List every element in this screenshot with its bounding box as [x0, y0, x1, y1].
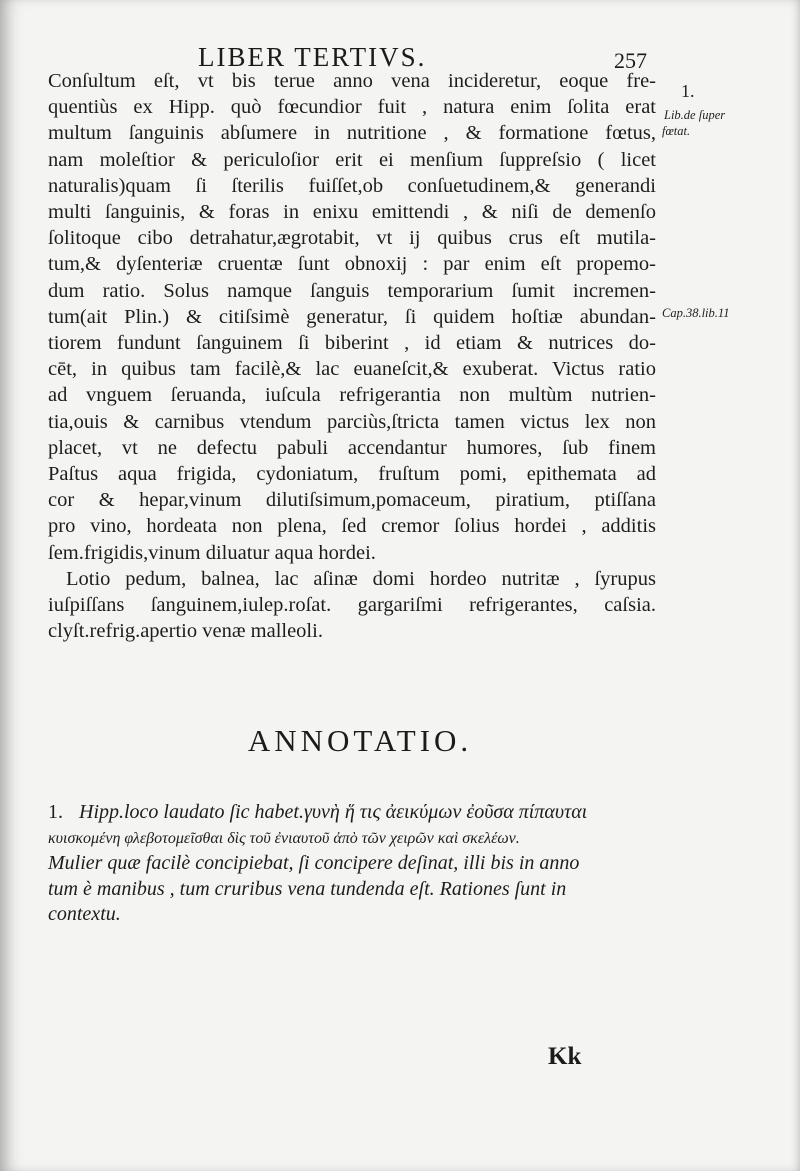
text-line: iuſpiſſans ſanguinem,iulep.roſat. gargariſmi refrigerantes, caſsia.	[48, 594, 656, 617]
text-line: cor & hepar,vinum dilutiſsimum,pomaceum, piratium, ptiſſana	[48, 489, 656, 512]
catchword: Kk	[548, 1043, 582, 1070]
text-line: tum(ait Plin.) & citiſsimè generatur, ſi quidem hoſtiæ abundan-	[48, 305, 656, 328]
text-line: dum ratio. Solus namque ſanguis temporarium ſumit incremen-	[48, 279, 656, 302]
text-line: Paſtus aqua frigida, cydoniatum, fruſtum pomi, epithemata ad	[48, 463, 656, 486]
margin-note-chapter: Cap.38.lib.11	[662, 306, 730, 320]
paragraph-1	[48, 68, 656, 566]
text-line: ſem.frigidis,vinum diluatur aqua hordei.	[48, 541, 376, 564]
margin-note-number: 1.	[681, 81, 695, 101]
text-line: clyſt.refrig.apertio venæ malleoli.	[48, 620, 323, 643]
main-text	[48, 68, 656, 644]
text-line: tiorem fundunt ſanguinem ſi biberint , id etiam & nutrices do-	[48, 332, 656, 355]
text-line: ſolitoque cibo detrahatur,ægrotabit, vt ij quibus crus eſt mutila-	[48, 227, 656, 250]
annotation-number: 1.	[48, 801, 63, 823]
text-line: tia,ouis & carnibus vtendum parciùs,ſtricta tamen victus lex non	[48, 410, 656, 433]
annotation-text: Hipp.loco laudato ſic habet.γυνὴ ἥ τις ἀεικύμων ἐοῦσα πίπαυται	[79, 801, 588, 823]
running-title: LIBER TERTIVS.	[198, 42, 427, 72]
page-number: 257	[614, 48, 647, 73]
annotation-line: tum è manibus , tum cruribus vena tundenda eſt. Rationes ſunt in	[48, 877, 567, 900]
text-line: Lotio pedum, balnea, lac aſinæ domi hordeo nutritæ , ſyrupus	[66, 567, 656, 590]
text-line: placet, vt ne defectu pabuli accendantur humores, ſub finem	[48, 436, 656, 459]
annotation-line: contextu.	[48, 903, 121, 926]
text-line: nam moleſtior & periculoſior erit ei menſium ſuppreſsio ( licet	[48, 148, 656, 171]
annotation-block	[48, 800, 658, 928]
margin-note-reference: Lib.de ſuper	[664, 108, 726, 122]
text-line: multum ſanguinis abſumere in nutritione , & formatione fœtus,	[48, 122, 656, 145]
text-line: quentiùs ex Hipp. quò fœcundior fuit , natura enim ſolita erat	[48, 96, 656, 119]
text-line: multi ſanguinis, & foras in enixu emittendi , & niſi de demenſo	[48, 201, 656, 224]
text-line: tum,& dyſenteriæ cruentæ ſunt obnoxij : par enim eſt propemo-	[48, 253, 656, 276]
text-line: cēt, in quibus tam facilè,& lac euaneſcit,& exuberat. Victus ratio	[48, 358, 656, 381]
text-line: ad vnguem ſeruanda, iuſcula refrigerantia non multùm nutrien-	[48, 384, 656, 407]
margin-note-reference-cont: fœtat.	[662, 124, 691, 138]
paragraph-2	[48, 566, 656, 645]
text-line: naturalis)quam ſi ſterilis fuiſſet,ob conſuetudinem,& generandi	[48, 174, 656, 197]
annotation-line: κυισκομένη φλεβοτομεῖσθαι δὶς τοῦ ἐνιαυτοῦ ἀπὸ τῶν χειρῶν καὶ σκελέων.	[48, 829, 520, 847]
annotation-heading: ANNOTATIO.	[247, 723, 473, 758]
annotation-line	[48, 800, 658, 826]
annotation-line: Mulier quæ facilè concipiebat, ſi concipere deſinat, illi bis in anno	[48, 852, 580, 875]
text-line: pro vino, hordeata non plena, ſed cremor ſolius hordei , additis	[48, 515, 656, 538]
text-line: Conſultum eſt, vt bis terue anno vena incideretur, eoque fre-	[48, 70, 656, 92]
